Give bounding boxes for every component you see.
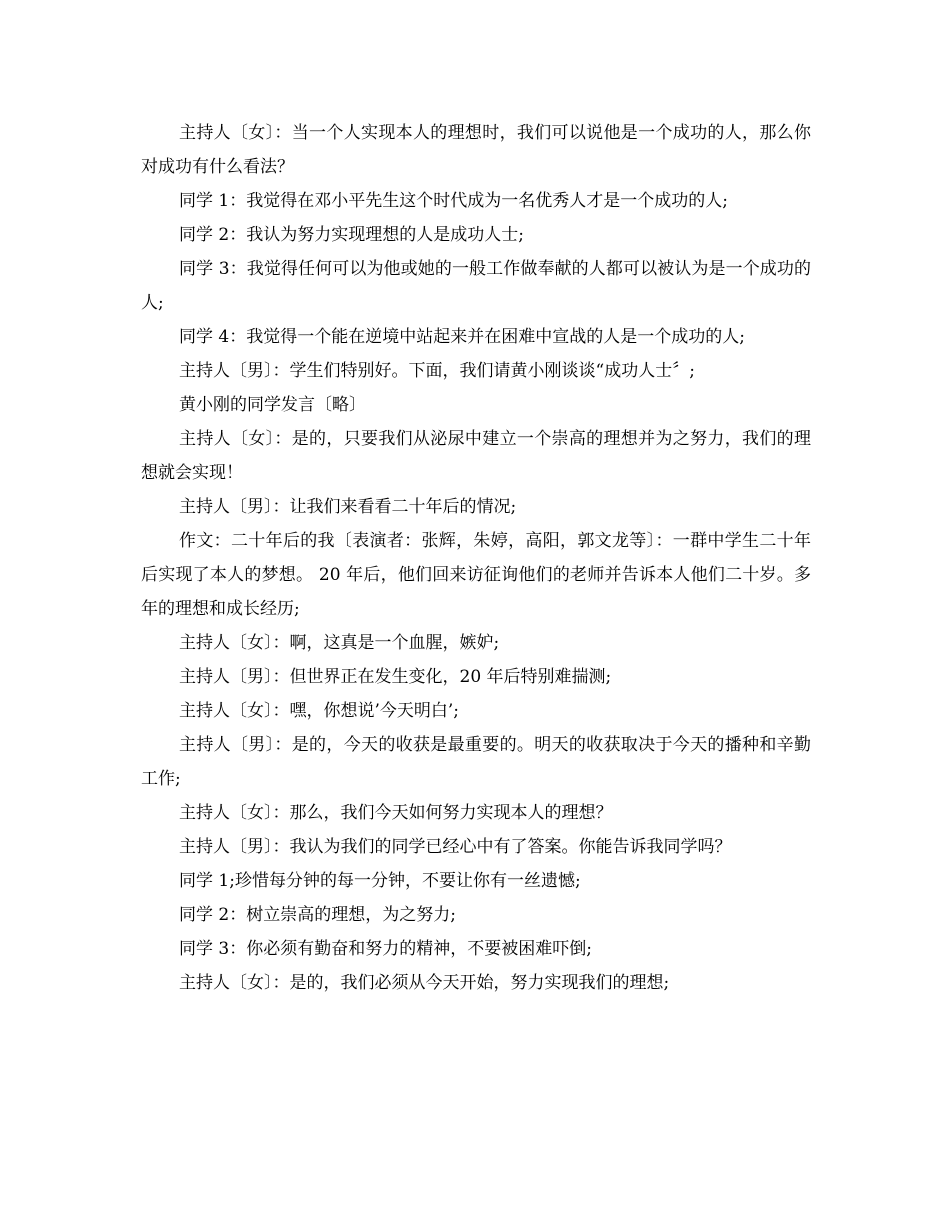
- paragraph-host-female-success-question: 主持人〔女〕：当一个人实现本人的理想时，我们可以说他是一个成功的人，那么你对成功有什么看法？: [141, 123, 811, 177]
- paragraph-student-4-answer: 同学 4：我觉得一个能在逆境中站起来并在困难中宣战的人是一个成功的人;: [179, 327, 745, 347]
- paragraph-speech-omitted: 黄小刚的同学发言〔略〕: [179, 395, 366, 415]
- paragraph-host-male-invite: 主持人〔男〕：学生们特别好。下面，我们请黄小刚谈谈“成功人士〞;: [179, 361, 695, 381]
- paragraph-host-male-change: 主持人〔男〕：但世界正在发生变化，20 年后特别难揣测;: [179, 667, 612, 687]
- paragraph-student-1-answer: 同学 1：我觉得在邓小平先生这个时代成为一名优秀人才是一个成功的人;: [179, 191, 728, 211]
- paragraph-host-female-ideal: 主持人〔女〕：是的，只要我们从泌尿中建立一个崇高的理想并为之努力，我们的理想就会实现！: [141, 429, 811, 483]
- paragraph-host-male-answer: 主持人〔男〕：我认为我们的同学已经心中有了答案。你能告诉我同学吗？: [179, 837, 732, 857]
- paragraph-host-male-twenty-years: 主持人〔男〕：让我们来看看二十年后的情况;: [179, 497, 517, 517]
- document-body: [141, 116, 811, 1000]
- paragraph-host-female-today: 主持人〔女〕：嘿，你想说’今天明白’;: [179, 701, 460, 721]
- paragraph-host-female-reaction: 主持人〔女〕：啊，这真是一个血腥，嫉妒;: [179, 633, 500, 653]
- paragraph-performance-description: 作文：二十年后的我〔表演者：张辉，朱婷，高阳，郭文龙等〕：一群中学生二十年后实现了本人的梦想。 20 年后，他们回来访征询他们的老师并告诉本人他们二十岁。多年的理想和成长经历;: [141, 531, 811, 619]
- paragraph-host-male-harvest: 主持人〔男〕：是的，今天的收获是最重要的。明天的收获取决于今天的播种和辛勤工作;: [141, 735, 811, 789]
- paragraph-student-2-answer: 同学 2：我认为努力实现理想的人是成功人士;: [179, 225, 524, 245]
- paragraph-student-3-answer: 同学 3：我觉得任何可以为他或她的一般工作做奉献的人都可以被认为是一个成功的人;: [141, 259, 811, 313]
- paragraph-host-female-closing: 主持人〔女〕：是的，我们必须从今天开始，努力实现我们的理想;: [179, 973, 670, 993]
- paragraph-student-2-reply: 同学 2：树立崇高的理想，为之努力;: [179, 905, 456, 925]
- paragraph-host-female-how: 主持人〔女〕：那么，我们今天如何努力实现本人的理想？: [179, 803, 613, 823]
- paragraph-student-3-reply: 同学 3：你必须有勤奋和努力的精神，不要被困难吓倒;: [179, 939, 592, 959]
- paragraph-student-1-reply: 同学 1;珍惜每分钟的每一分钟，不要让你有一丝遗憾;: [179, 871, 581, 891]
